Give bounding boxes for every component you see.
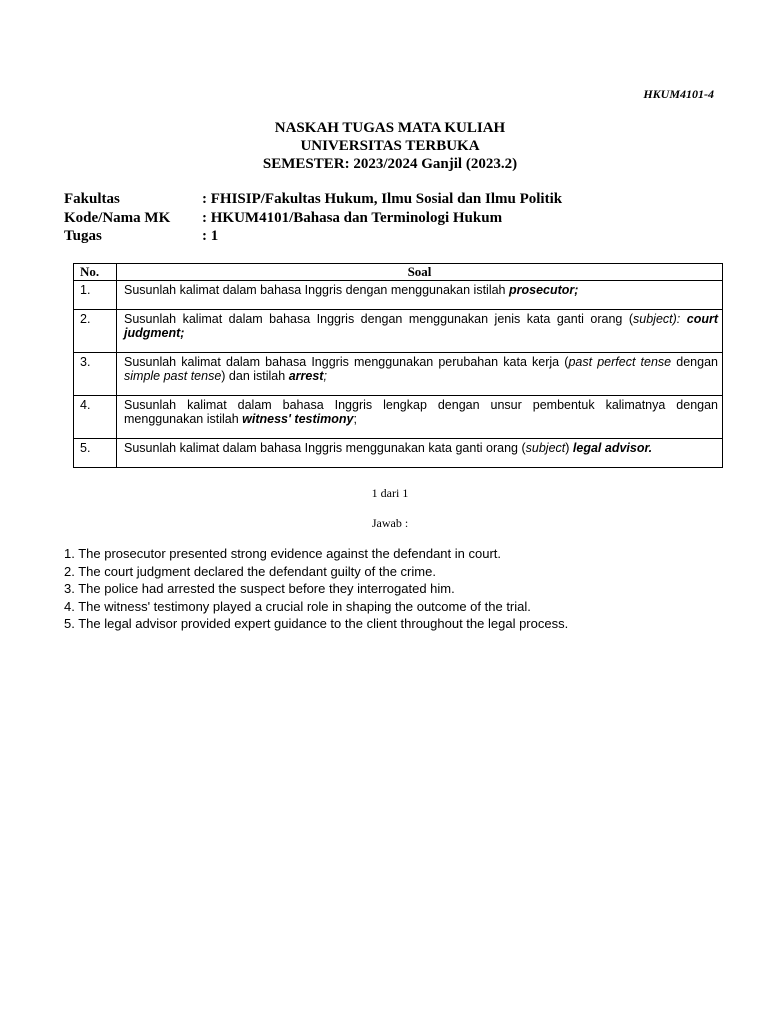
question-term: arrest (288, 369, 324, 383)
question-text-part: Susunlah kalimat dalam bahasa Inggris menggunakan perubahan kata kerja ( (124, 355, 569, 369)
document-title (0, 119, 768, 173)
title-line-3: SEMESTER: 2023/2024 Ganjil (2023.2) (262, 156, 518, 172)
question-text-italic: past perfect tense (568, 355, 672, 369)
course-info (64, 190, 562, 246)
question-term: legal advisor. (572, 441, 653, 455)
question-text-part: ; (353, 412, 357, 426)
table-header-row (74, 264, 723, 281)
table-row (74, 353, 723, 396)
tugas-label: Tugas (64, 228, 102, 244)
question-text-part: ) dan istilah (221, 369, 289, 383)
answer-list (64, 545, 568, 633)
kode-row (64, 209, 562, 228)
row-number: 5. (74, 439, 117, 468)
question-term: court judgment; (124, 312, 718, 340)
list-item: 2. The court judgment declared the defendant guilty of the crime. (64, 563, 436, 579)
row-number: 4. (74, 396, 117, 439)
header-no: No. (74, 264, 117, 281)
fakultas-value: : FHISIP/Fakultas Hukum, Ilmu Sosial dan Ilmu Politik (202, 191, 563, 207)
question-text-italic: simple past tense (124, 369, 222, 383)
row-number: 1. (74, 281, 117, 310)
fakultas-label: Fakultas (64, 191, 120, 207)
question-text-italic: subject (525, 441, 566, 455)
question-text-part: Susunlah kalimat dalam bahasa Inggris dengan menggunakan istilah (124, 283, 509, 297)
question-text-italic: subject): (633, 312, 687, 326)
list-item: 4. The witness' testimony played a crucial role in shaping the outcome of the trial. (64, 598, 531, 614)
question-text (117, 353, 723, 396)
table-row (74, 281, 723, 310)
tugas-value: : 1 (202, 228, 219, 244)
question-text-part: Susunlah kalimat dalam bahasa Inggris lengkap dengan unsur pembentuk kalimatnya dengan menggunakan istilah (124, 398, 718, 426)
kode-value: : HKUM4101/Bahasa dan Terminologi Hukum (202, 209, 503, 226)
question-text (117, 439, 723, 468)
question-text-italic: ; (323, 369, 327, 383)
question-text (117, 396, 723, 439)
question-text (117, 310, 723, 353)
row-number: 3. (74, 353, 117, 396)
question-text-part: ) (565, 441, 573, 455)
list-item: 5. The legal advisor provided expert guidance to the client throughout the legal process. (64, 616, 569, 632)
title-line-2: UNIVERSITAS TERBUKA (300, 138, 480, 154)
questions-table (73, 263, 723, 468)
list-item: 3. The police had arrested the suspect before they interrogated him. (64, 581, 455, 597)
question-text-part: Susunlah kalimat dalam bahasa Inggris menggunakan kata ganti orang ( (124, 441, 526, 455)
list-item: 1. The prosecutor presented strong evidence against the defendant in court. (64, 546, 501, 561)
table-row (74, 396, 723, 439)
question-text-part: dengan (671, 355, 718, 369)
question-term: witness' testimony (242, 412, 354, 426)
document-code: HKUM4101-4 (643, 87, 714, 101)
header-soal: Soal (117, 264, 723, 281)
question-text-part: Susunlah kalimat dalam bahasa Inggris dengan menggunakan jenis kata ganti orang ( (124, 312, 634, 326)
kode-label: Kode/Nama MK (64, 209, 171, 226)
tugas-row (64, 227, 562, 246)
fakultas-row (64, 190, 562, 209)
answer-heading: Jawab : (371, 516, 409, 530)
row-number: 2. (74, 310, 117, 353)
table-row (74, 439, 723, 468)
page-number: 1 dari 1 (371, 486, 409, 500)
question-term: prosecutor; (508, 283, 579, 297)
title-line-1: NASKAH TUGAS MATA KULIAH (274, 120, 506, 136)
table-row (74, 310, 723, 353)
question-text (117, 281, 723, 310)
